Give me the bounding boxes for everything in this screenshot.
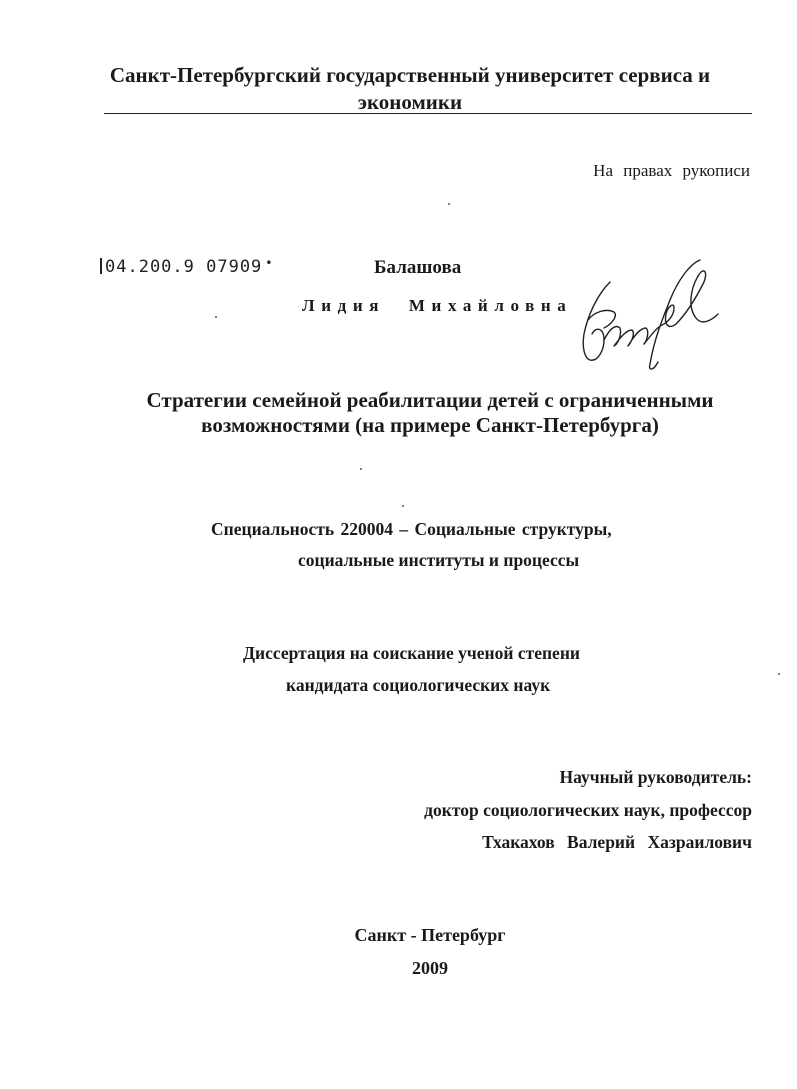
registration-mark: • <box>265 256 274 270</box>
scan-speck <box>402 505 404 507</box>
rights-note: На правах рукописи <box>593 161 750 180</box>
degree-line-2: кандидата социологических наук <box>286 675 551 695</box>
specialty-line-1: Специальность 220004 – Социальные структуры, <box>211 519 612 539</box>
scan-speck <box>448 203 450 205</box>
supervisor-credentials: доктор социологических наук, профессор <box>424 800 752 820</box>
signature-image <box>570 254 720 376</box>
scan-speck <box>778 673 780 675</box>
degree-line-1: Диссертация на соискание ученой степени <box>243 643 580 663</box>
supervisor-name: Тхакахов Валерий Хазраилович <box>482 832 752 852</box>
thesis-title: Стратегии семейной реабилитации детей с ограниченными возможностями (на примере Санкт-Петербурга) <box>146 388 714 437</box>
registration-bar <box>100 258 102 274</box>
university-name: Санкт-Петербургский государственный университет сервиса и экономики <box>109 63 711 114</box>
registration-number-text: 04.200.9 07909 <box>105 257 263 277</box>
scan-speck <box>215 316 217 318</box>
header-rule <box>104 113 752 114</box>
year: 2009 <box>412 958 448 978</box>
supervisor-label: Научный руководитель: <box>559 767 752 787</box>
author-surname: Балашова <box>374 257 462 278</box>
scan-speck <box>360 468 362 470</box>
specialty-line-2: социальные институты и процессы <box>298 550 580 570</box>
author-given-names: Лидия Михайловна <box>302 296 573 315</box>
registration-number <box>100 256 274 277</box>
city: Санкт - Петербург <box>354 925 506 945</box>
